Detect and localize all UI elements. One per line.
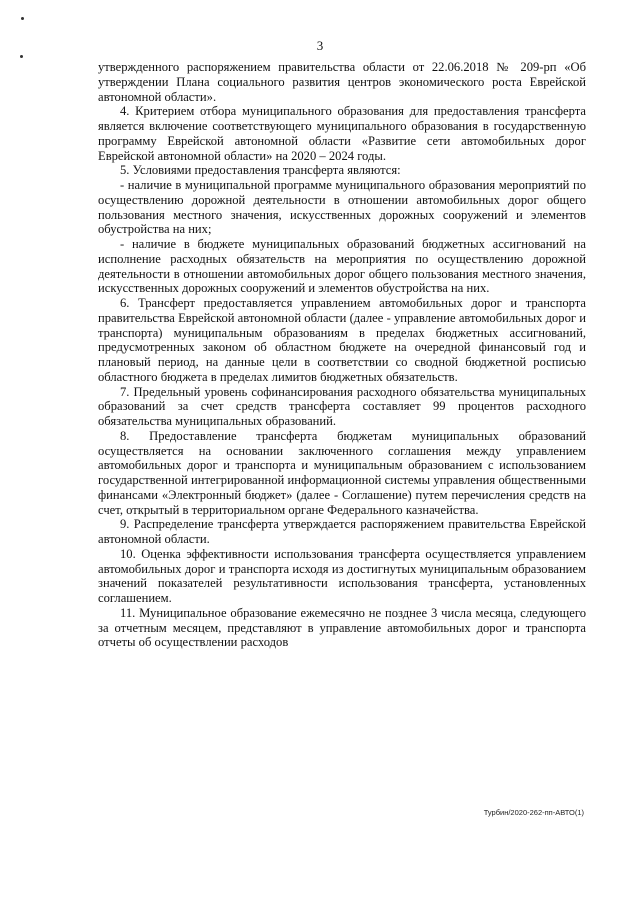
- paragraph-continuation: утвержденного распоряжением правительства области от 22.06.2018 № 209-рп «Об утверждении Плана социального развития центров экономического роста Еврейской автономной области».: [98, 60, 586, 104]
- paragraph-4-selection-criterion: 4. Критерием отбора муниципального образования для предоставления трансферта является включение соответствующего муниципального образования в государственную программу Еврейской автономной области «Развитие сети автомобильных дорог Еврейской автономной области» на 2020 – 2024 годы.: [98, 104, 586, 163]
- scan-speck: [21, 17, 24, 20]
- paragraph-5-conditions: 5. Условиями предоставления трансферта являются:: [120, 163, 401, 178]
- paragraph-7-cofinancing: 7. Предельный уровень софинансирования расходного обязательства муниципальных образований за счет средств трансферта составляет 99 процентов расходного обязательства муниципальных образований.: [98, 384, 586, 428]
- scan-speck: [20, 55, 23, 58]
- paragraph-11-reporting: 11. Муниципальное образование ежемесячно не позднее 3 числа месяца, следующего за отчетным месяцем, представляют в управление автомобильных дорог и транспорта отчеты об осуществлении расходов: [98, 605, 586, 650]
- paragraph-9-distribution: 9. Распределение трансферта утверждается распоряжением правительства Еврейской автономной области.: [98, 517, 586, 546]
- paragraph-6-provision: 6. Трансферт предоставляется управлением автомобильных дорог и транспорта правительства Еврейской автономной области (далее - управление автомобильных дорог и транспорта) муниципальным образованиям в пределах бюджетных ассигнований, предусмотренных законом об областном бюджете на очередной финансовый год и плановый период, на данные цели в соответствии со сводной бюджетной росписью областного бюджета в пределах лимитов бюджетных обязательств.: [98, 296, 586, 384]
- condition-item-2: - наличие в бюджете муниципальных образований бюджетных ассигнований на исполнение расходных обязательств на мероприятия по осуществлению дорожной деятельности в отношении автомобильных дорог общего пользования местного значения, искусственных дорожных сооружений и элементов обустройства на них.: [98, 237, 586, 296]
- document-code-footer: Турбин/2020-262-пп-АВТО(1): [483, 808, 584, 817]
- paragraph-10-efficiency: 10. Оценка эффективности использования трансферта осуществляется управлением автомобильных дорог и транспорта исходя из достигнутых муниципальным образованием значений показателей результативности использования трансферта, установленных соглашением.: [98, 546, 586, 605]
- document-body: [98, 60, 586, 650]
- paragraph-8-agreement: 8. Предоставление трансферта бюджетам муниципальных образований осуществляется на основании заключенного соглашения между управлением автомобильных дорог и транспорта и муниципальным образованием с использованием государственной интегрированной информационной системы управления общественными финансами «Электронный бюджет» (далее - Соглашение) путем перечисления средств на счет, открытый в территориальном органе Федерального казначейства.: [98, 428, 586, 517]
- page-number: 3: [316, 38, 324, 53]
- condition-item-1: - наличие в муниципальной программе муниципального образования мероприятий по осуществлению дорожной деятельности в отношении автомобильных дорог общего пользования местного значения, искусственных дорожных сооружений и элементов обустройства на них;: [98, 178, 586, 237]
